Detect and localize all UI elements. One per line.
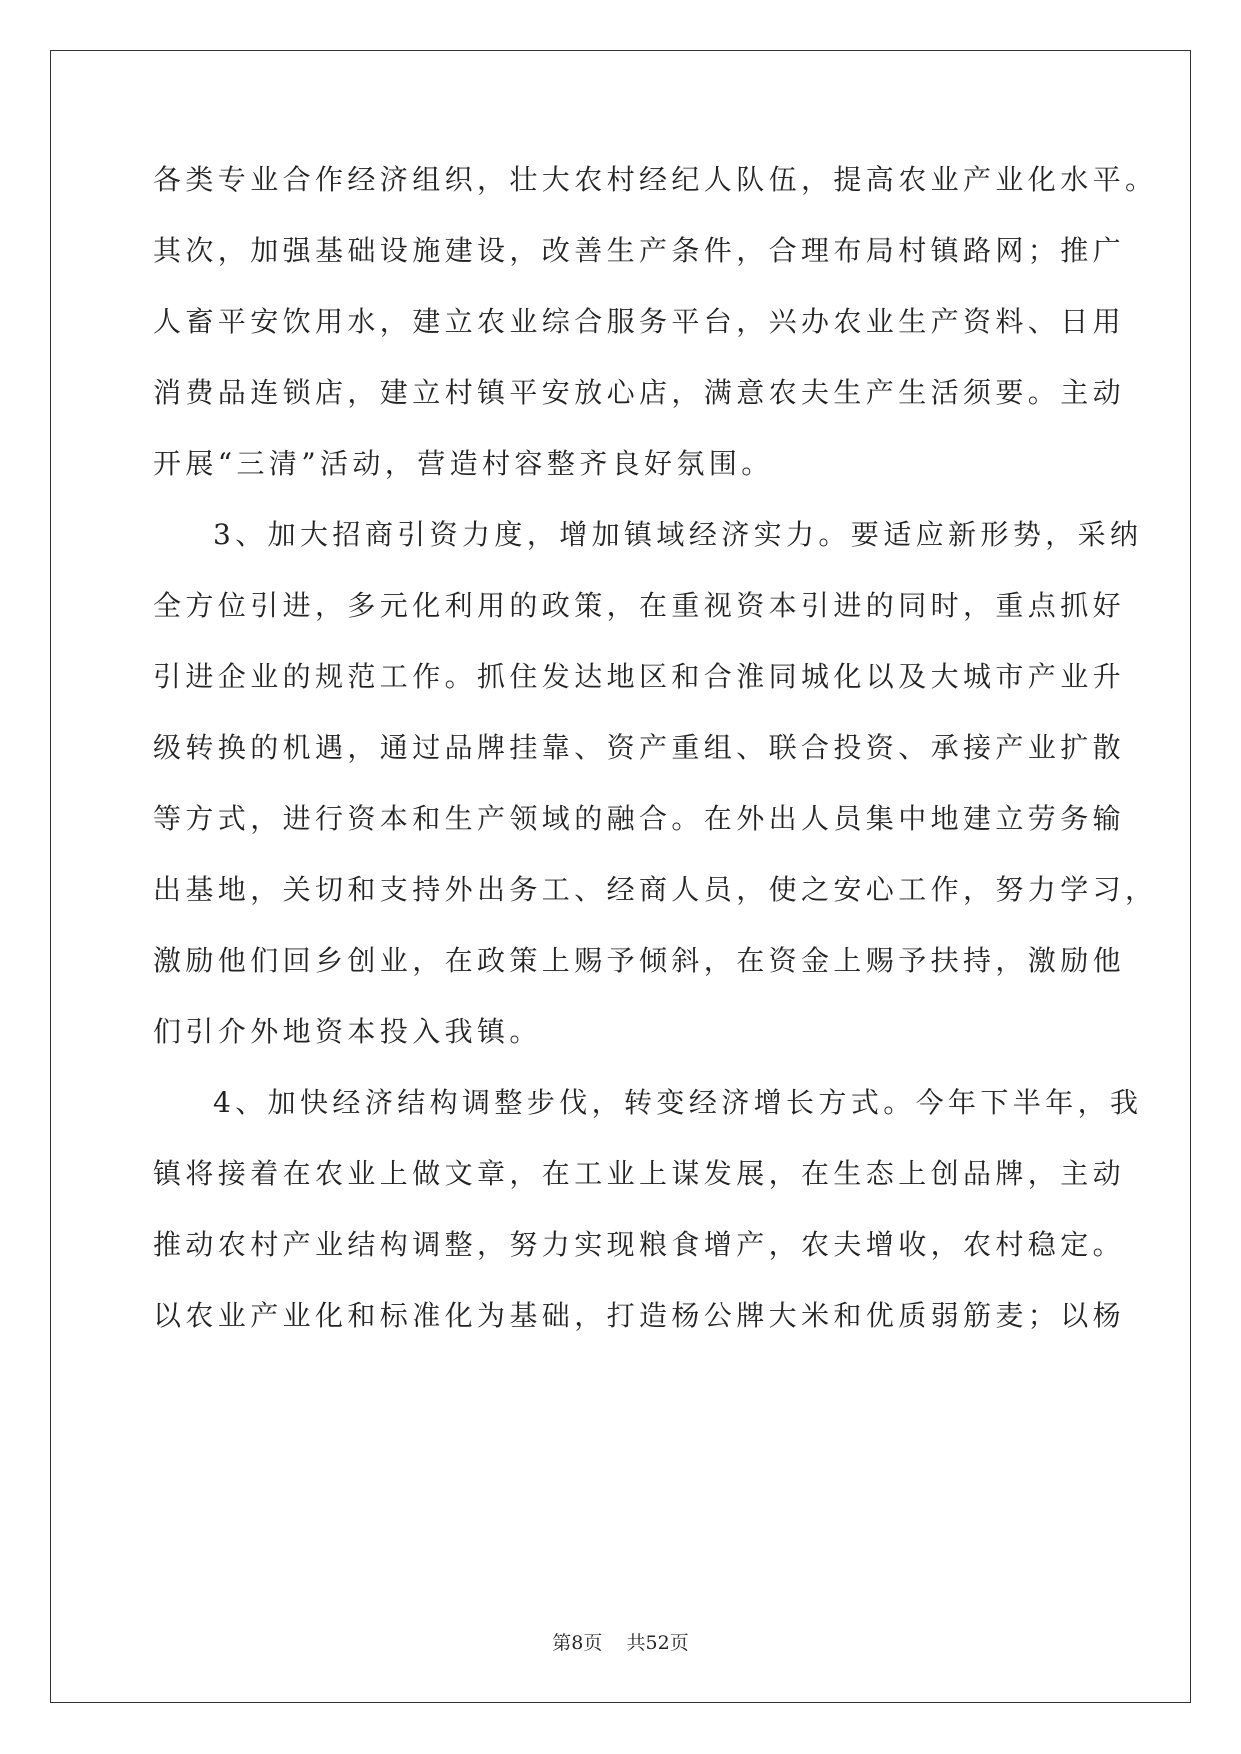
text-line: 们引介外地资本投入我镇。 (153, 1015, 542, 1048)
text-line: 开展“三清”活动，营造村容整齐良好氛围。 (153, 447, 774, 480)
page-number: 第8页 (552, 1632, 603, 1654)
text-line: 消费品连锁店，建立村镇平安放心店，满意农夫生产生活须要。主动 (153, 376, 1126, 409)
page-footer (0, 1628, 1241, 1655)
text-line: 出基地，关切和支持外出务工、经商人员，使之安心工作，努力学习， (153, 873, 1158, 906)
text-line: 镇将接着在农业上做文章，在工业上谋发展，在生态上创品牌，主动 (153, 1157, 1126, 1190)
text-line: 以农业产业化和标准化为基础，打造杨公牌大米和优质弱筋麦；以杨 (153, 1299, 1126, 1332)
paragraph-first-line: 3、加大招商引资力度，增加镇域经济实力。要适应新形势，采纳 (213, 518, 1143, 551)
text-line: 等方式，进行资本和生产领域的融合。在外出人员集中地建立劳务输 (153, 802, 1126, 835)
text-line: 推动农村产业结构调整，努力实现粮食增产，农夫增收，农村稳定。 (153, 1228, 1126, 1261)
text-line: 其次，加强基础设施建设，改善生产条件，合理布局村镇路网；推广 (153, 234, 1126, 267)
text-line: 全方位引进，多元化利用的政策，在重视资本引进的同时，重点抓好 (153, 589, 1126, 622)
text-line: 激励他们回乡创业，在政策上赐予倾斜，在资金上赐予扶持，激励他 (153, 944, 1126, 977)
text-line: 引进企业的规范工作。抓住发达地区和合淮同城化以及大城市产业升 (153, 660, 1126, 693)
text-line: 人畜平安饮用水，建立农业综合服务平台，兴办农业生产资料、日用 (153, 305, 1126, 338)
paragraph-first-line: 4、加快经济结构调整步伐，转变经济增长方式。今年下半年，我 (213, 1086, 1143, 1119)
total-pages: 共52页 (626, 1632, 689, 1654)
text-line: 各类专业合作经济组织，壮大农村经纪人队伍，提高农业产业化水平。 (153, 163, 1158, 196)
text-line: 级转换的机遇，通过品牌挂靠、资产重组、联合投资、承接产业扩散 (153, 731, 1126, 764)
